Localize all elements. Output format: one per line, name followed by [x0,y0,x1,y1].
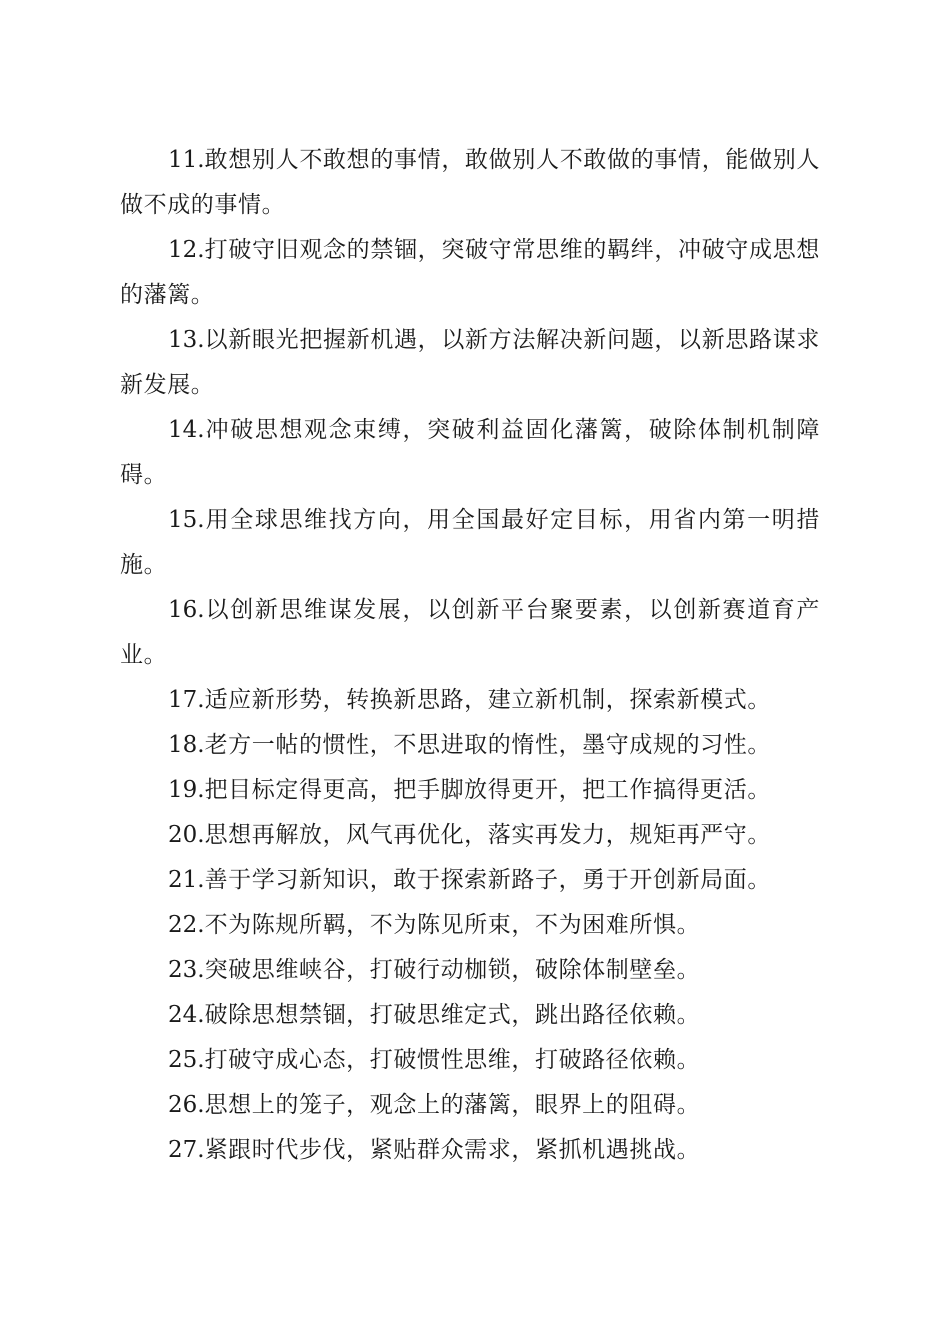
item-text: 冲破思想观念束缚，突破利益固化藩篱，破除体制机制障碍。 [120,417,820,488]
list-item [120,138,820,228]
item-text: 以新眼光把握新机遇，以新方法解决新问题，以新思路谋求新发展。 [120,327,820,398]
list-item [120,1038,820,1083]
document-body [120,138,820,1173]
list-item [120,1083,820,1128]
list-item [120,723,820,768]
item-number: 22. [168,912,205,938]
item-number: 21. [168,867,205,893]
item-text: 破除思想禁锢，打破思维定式，跳出路径依赖。 [204,1002,701,1028]
list-item [120,903,820,948]
item-number: 26. [168,1092,205,1118]
item-text: 适应新形势，转换新思路，建立新机制，探索新模式。 [204,687,771,713]
item-number: 20. [168,822,205,848]
item-text: 紧跟时代步伐，紧贴群众需求，紧抓机遇挑战。 [204,1137,701,1163]
item-text: 以创新思维谋发展，以创新平台聚要素，以创新赛道育产业。 [120,597,820,668]
item-number: 27. [168,1137,205,1163]
list-item [120,318,820,408]
item-number: 18. [168,732,205,758]
list-item [120,408,820,498]
item-text: 老方一帖的惯性，不思进取的惰性，墨守成规的习性。 [204,732,771,758]
list-item [120,813,820,858]
item-text: 打破守成心态，打破惯性思维，打破路径依赖。 [204,1047,701,1073]
item-number: 17. [168,687,205,713]
item-text: 把目标定得更高，把手脚放得更开，把工作搞得更活。 [204,777,771,803]
list-item [120,948,820,993]
list-item [120,993,820,1038]
item-text: 善于学习新知识，敢于探索新路子，勇于开创新局面。 [204,867,771,893]
item-number: 23. [168,957,205,983]
item-text: 思想上的笼子，观念上的藩篱，眼界上的阻碍。 [204,1092,701,1118]
item-text: 打破守旧观念的禁锢，突破守常思维的羁绊，冲破守成思想的藩篱。 [120,237,820,308]
item-number: 14. [168,417,205,443]
item-text: 用全球思维找方向，用全国最好定目标，用省内第一明措施。 [120,507,820,578]
item-number: 12. [168,237,205,263]
item-number: 24. [168,1002,205,1028]
list-item [120,858,820,903]
item-number: 11. [168,147,205,173]
list-item [120,1128,820,1173]
list-item [120,678,820,723]
item-number: 15. [168,507,205,533]
item-text: 不为陈规所羁，不为陈见所束，不为困难所惧。 [204,912,701,938]
list-item [120,588,820,678]
item-text: 思想再解放，风气再优化，落实再发力，规矩再严守。 [204,822,771,848]
item-number: 25. [168,1047,205,1073]
list-item [120,768,820,813]
item-number: 16. [168,597,205,623]
item-text: 突破思维峡谷，打破行动枷锁，破除体制壁垒。 [204,957,701,983]
list-item [120,498,820,588]
item-number: 19. [168,777,205,803]
item-number: 13. [168,327,205,353]
list-item [120,228,820,318]
item-text: 敢想别人不敢想的事情，敢做别人不敢做的事情，能做别人做不成的事情。 [120,147,820,218]
